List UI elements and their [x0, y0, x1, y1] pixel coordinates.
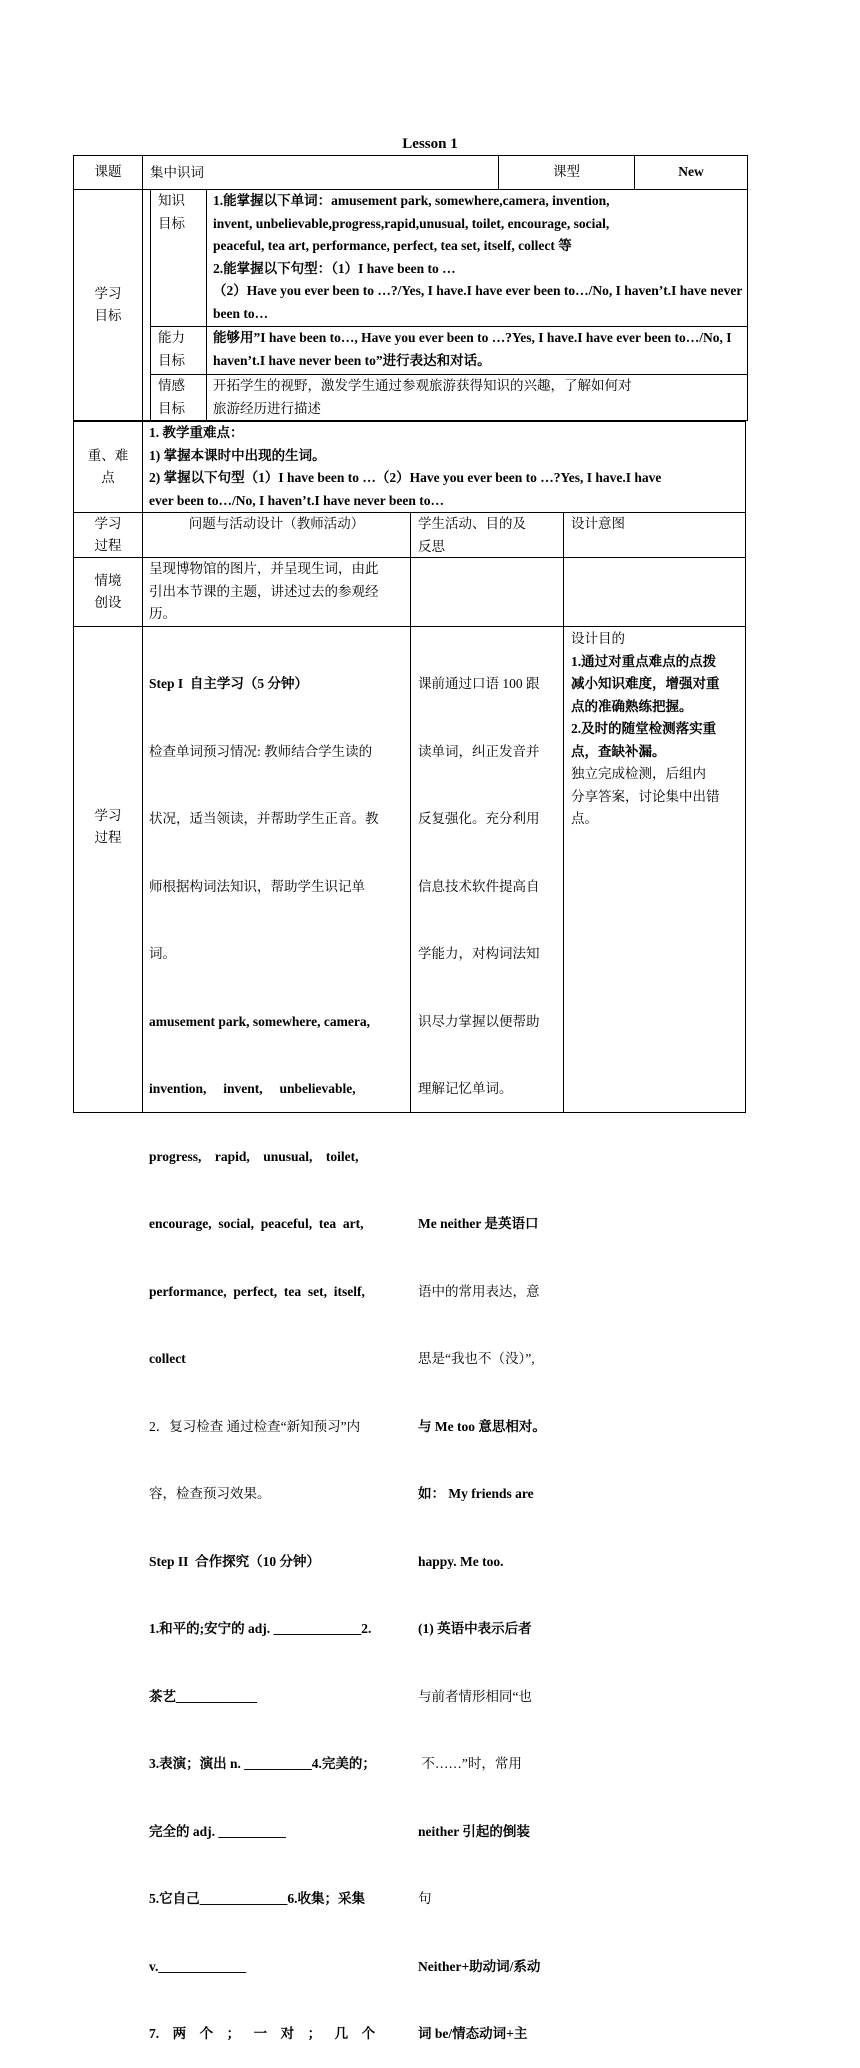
student-activity-header: 学生活动、目的及 反思	[418, 516, 526, 554]
topic-label: 课题	[94, 164, 122, 180]
col-divider	[206, 189, 207, 421]
col-divider	[563, 512, 564, 1113]
col-divider	[150, 189, 151, 421]
teacher-activity-header: 问题与活动设计（教师活动）	[188, 516, 365, 531]
process-header-label: 学习 过程	[94, 515, 122, 553]
knowledge-content: 1.能掌握以下单词：amusement park, somewhere,camera, invention, invent, unbelievable,progress,rapid,unusual, toilet, encourage, social, peaceful, tea art, performance, perfect, tea set, itself, collect 等 2.能掌握以下句型：（1）I have been to … （2）Have you ever been to …?/Yes, I have.I have ever been to…/No, I haven’t.I have never been to…	[213, 193, 743, 321]
emotion-label: 情感 目标	[158, 378, 185, 416]
student-activity-content: 课前通过口语 100 跟 读单词，纠正发音并 反复强化。充分利用 信息技术软件提高自 学能力，对构词法知 识尽力掌握以便帮助 理解记忆单词。 Me neither 是英语口 语中的常用表达，意 思是“我也不（没）”, 与 Me too 意思相对。 如： My friends are happy. Me too. (1) 英语中表示后者 与前者情形相同“也 不……”时，常用 neither 引起的倒装 句 Neither+助动词/系动 词 be/情态动词+主	[418, 676, 546, 2041]
col-divider	[410, 512, 411, 1113]
ability-content: 能够用”I have been to…, Have you ever been to …?Yes, I have.I have ever been to…/No, I haven’t.I have never been to”进行表达和对话。	[213, 330, 732, 368]
situation-label: 情境 创设	[94, 572, 122, 610]
design-intent-content: 设计目的 1.通过对重点难点的点拨 减小知识难度，增强对重 点的准确熟练把握。 2.及时的随堂检测落实重 点，查缺补漏。 独立完成检测，后组内 分享答案，讨论集中出错 点。	[571, 631, 720, 826]
ability-label: 能力 目标	[158, 330, 185, 368]
document-title: Lesson 1	[402, 136, 458, 152]
teacher-activity-content: Step I 自主学习（5 分钟） 检查单词预习情况: 教师结合学生读的 状况，适当领读，并帮助学生正音。教 师根据构词法知识，帮助学生识记单 词。 amusement park, somewhere, camera, invention, invent, unbelievable, progress, rapid, unusual, toilet, encourage, social, peaceful, tea art, performance, perfect, tea set, itself, collect 2．复习检查 通过检查“新知预习”内 容，检查预习效果。 Step II 合作探究（10 分钟） 1.和平的;安宁的 adj. _____________2. 茶艺____________ 3.表演；演出 n. __________4.完美的； 完全的 adj. __________ 5.它自己_____________6.收集；采集 v._____________ 7. 两 个 ； 一 对 ； 几 个	[149, 676, 379, 2041]
col-divider	[142, 155, 143, 421]
design-intent-header: 设计意图	[571, 516, 625, 531]
keypoints-label: 重、难 点	[87, 447, 129, 485]
process-label: 学习 过程	[94, 807, 122, 845]
type-label: 课型	[553, 164, 580, 180]
knowledge-label: 知识 目标	[158, 193, 185, 231]
goals-label: 学习 目标	[94, 285, 122, 323]
keypoints-content: 1. 教学重难点： 1) 掌握本课时中出现的生词。 2) 掌握以下句型（1）I have been to …（2）Have you ever been to …?Yes, I have.I have ever been to…/No, I haven’t.I have never been to…	[149, 425, 662, 508]
type-value: New	[678, 164, 704, 180]
emotion-content: 开拓学生的视野，激发学生通过参观旅游获得知识的兴趣，了解如何对 旅游经历进行描述	[213, 378, 632, 416]
topic-value: 集中识词	[150, 165, 204, 180]
situation-content: 呈现博物馆的图片，并呈现生词，由此 引出本节课的主题，讲述过去的参观经 历。	[149, 561, 379, 621]
